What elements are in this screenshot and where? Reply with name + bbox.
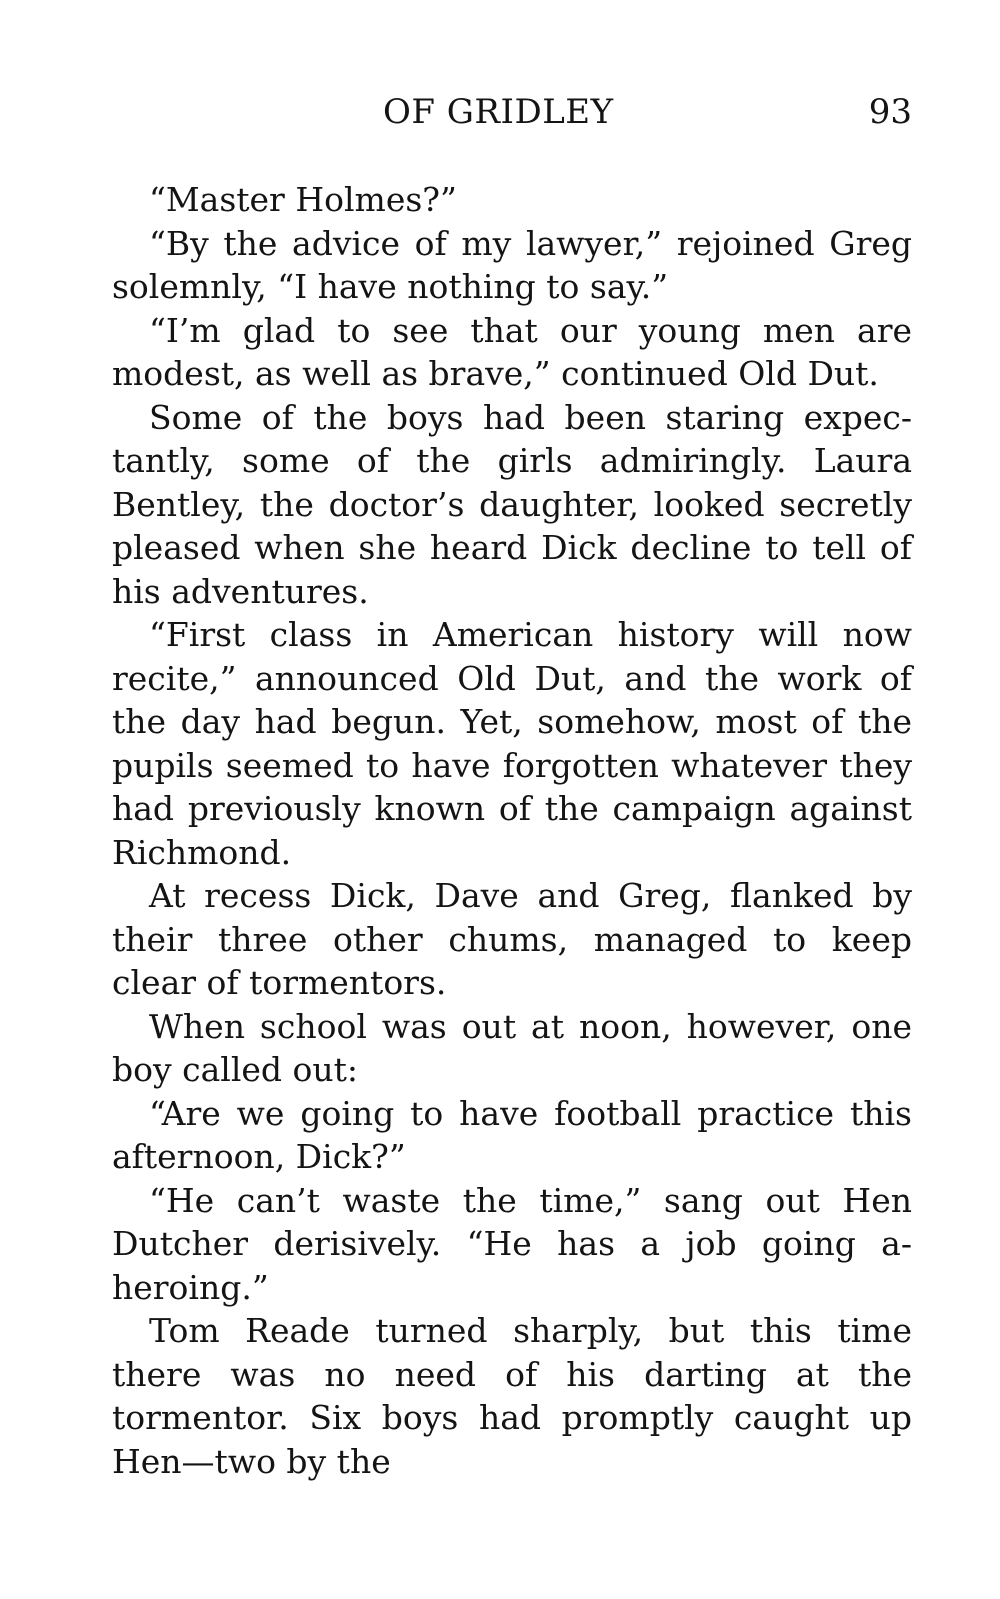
paragraph: “Are we going to have football practice this afternoon, Dick?”	[112, 1093, 912, 1176]
paragraph: “First class in American history will now recite,” announced Old Dut, and the work of the day had begun. Yet, somehow, most of the pupils seemed to have forgotten whatever they had previously known of the campaign against Richmond.	[112, 615, 912, 872]
paragraph: “By the advice of my lawyer,” rejoined Greg solemnly, “I have nothing to say.”	[112, 223, 912, 306]
paragraph: At recess Dick, Dave and Greg, flanked by their three other chums, managed to keep clear of tormentors.	[112, 876, 912, 1002]
paragraph: When school was out at noon, however, one boy called out:	[112, 1006, 912, 1089]
body-text	[112, 178, 912, 1483]
running-head-title: OF GRIDLEY	[383, 92, 614, 132]
page-number: 93	[868, 92, 912, 132]
paragraph: “He can’t waste the time,” sang out Hen Dutcher derisively. “He has a job going a-heroing.”	[112, 1180, 912, 1307]
paragraph: Some of the boys had been staring expectantly, some of the girls admiringly. Laura Bentley, the doctor’s daughter, looked secretly pleased when she heard Dick decline to tell of his adventures.	[112, 397, 912, 611]
paragraph: “I’m glad to see that our young men are modest, as well as brave,” continued Old Dut.	[112, 310, 912, 393]
running-head	[0, 92, 1000, 136]
paragraph: Tom Reade turned sharply, but this time there was no need of his darting at the tormentor. Six boys had promptly caught up Hen—two by the	[112, 1311, 912, 1481]
paragraph: “Master Holmes?”	[149, 180, 457, 219]
